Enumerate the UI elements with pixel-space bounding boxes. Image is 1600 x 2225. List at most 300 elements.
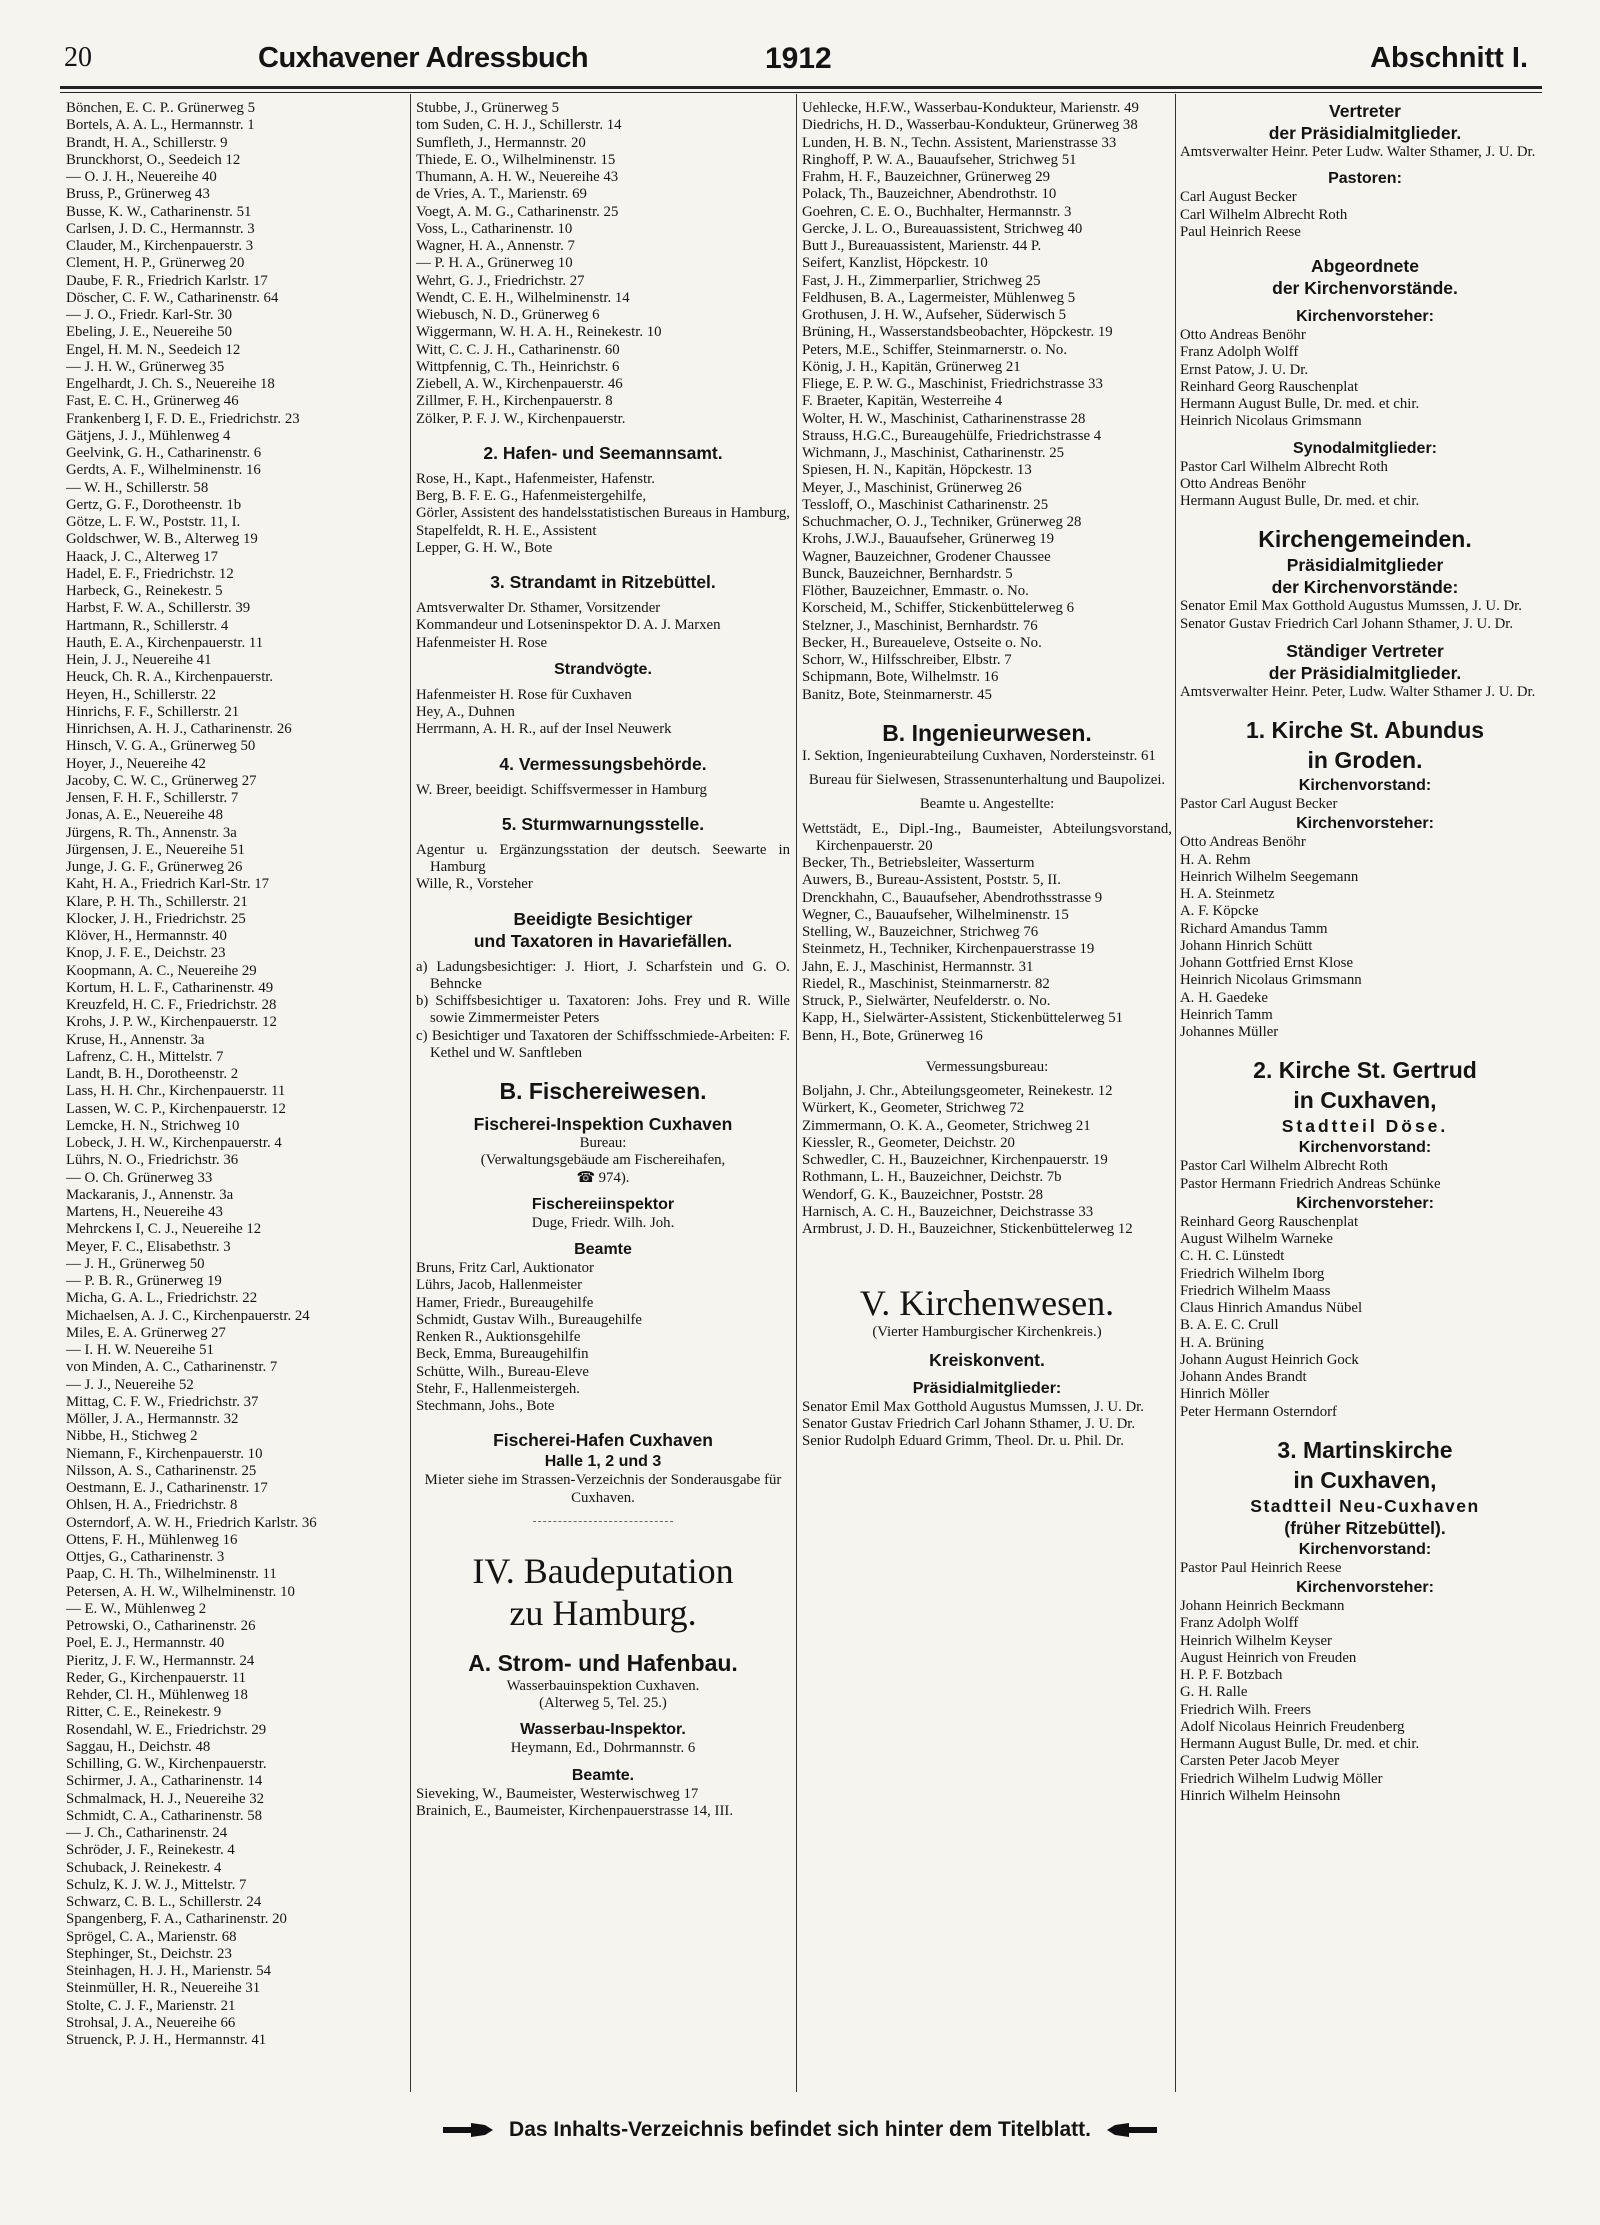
list-item: Pastor Carl August Becker: [1180, 796, 1338, 812]
list-item: Harnisch, A. C. H., Bauzeichner, Deichstrasse 33: [802, 1203, 1094, 1220]
list-item: Heinrich Wilhelm Seegemann: [1180, 868, 1359, 885]
list-item: Uehlecke, H.F.W., Wasserbau-Kondukteur, Marienstr. 49: [802, 100, 1139, 116]
list-item: (Verwaltungsgebäude am Fischereihafen,: [480, 1152, 726, 1169]
list-item: Heuck, Ch. R. A., Kirchenpauerstr.: [66, 669, 274, 686]
district-label: (früher Ritzebüttel).: [1284, 1517, 1446, 1538]
subsection-heading: Fischerei-Inspektion Cuxhaven: [473, 1114, 733, 1134]
pointing-hand-icon: [441, 2119, 495, 2141]
list-item: H. P. F. Botzbach: [1180, 1667, 1283, 1683]
list-item: Senator Gustav Friedrich Carl Johann Sthamer, J. U. Dr.: [1180, 615, 1514, 632]
section-heading: Kirchengemeinden.: [1258, 526, 1472, 553]
subsection-heading: Kirchenvorsteher:: [1296, 1579, 1434, 1596]
list-item: Stubbe, J., Grünerweg 5: [416, 100, 560, 116]
list-item: Bortels, A. A. L., Hermannstr. 1: [66, 117, 255, 134]
list-item: Franz Adolph Wolff: [1180, 344, 1299, 361]
list-item: Koopmann, A. C., Neuereihe 29: [66, 962, 257, 979]
list-item: Becker, H., Bureaueleve, Ostseite o. No.: [802, 634, 1042, 651]
list-item: — O. J. H., Neuereihe 40: [66, 169, 217, 185]
list-item: Johann Andes Brandt: [1180, 1369, 1307, 1385]
list-item: Stelling, W., Bauzeichner, Strichweg 76: [802, 924, 1039, 940]
header-rule-thin: [60, 92, 1542, 93]
list-item: Armbrust, J. D. H., Bauzeichner, Stickenbüttelerweg 12: [802, 1221, 1133, 1237]
list-item: Gätjens, J. J., Mühlenweg 4: [66, 427, 231, 444]
list-item: Friedrich Wilhelm Iborg: [1180, 1265, 1325, 1282]
list-item: Johannes Müller: [1180, 1024, 1279, 1040]
list-item: Sumfleth, J., Hermannstr. 20: [416, 134, 586, 151]
list-item: Voss, L., Catharinenstr. 10: [416, 220, 573, 237]
list-item: Butt J., Bureauassistent, Marienstr. 44 P.: [802, 238, 1042, 254]
section-label: Abschnitt I.: [1370, 42, 1528, 74]
subsection-heading: Präsidialmitglieder:: [912, 1379, 1062, 1397]
section-heading: 5. Sturmwarnungsstelle.: [501, 813, 705, 834]
subsection-heading: Beamte: [574, 1241, 632, 1258]
list-item: Fast, E. C. H., Grünerweg 46: [66, 393, 239, 410]
list-item: Witt, C. C. J. H., Catharinenstr. 60: [416, 341, 620, 358]
section-heading: der Kirchenvorstände:: [1271, 577, 1459, 598]
list-item: Stelzner, J., Maschinist, Bernhardstr. 76: [802, 617, 1038, 634]
list-item: Flöther, Bauzeichner, Emmastr. o. No.: [802, 583, 1029, 599]
list-item: Riedel, R., Maschinist, Steinmarnerstr. 82: [802, 975, 1050, 992]
list-item: de Vries, A. T., Marienstr. 69: [416, 186, 587, 203]
list-item: Wendorf, G. K., Bauzeichner, Poststr. 28: [802, 1186, 1044, 1203]
list-item: I. Sektion, Ingenieurabteilung Cuxhaven, Nordersteinstr. 61: [802, 747, 1156, 764]
list-item: Claus Hinrich Amandus Nübel: [1180, 1300, 1363, 1316]
list-item: Hermann August Bulle, Dr. med. et chir.: [1180, 493, 1420, 509]
list-item: Bruns, Fritz Carl, Auktionator: [416, 1260, 594, 1276]
subsection-heading: Vermessungsbureau:: [925, 1058, 1049, 1075]
list-item: Pieritz, J. F. W., Hermannstr. 24: [66, 1652, 255, 1669]
list-item: Schmalmack, H. J., Neuereihe 32: [66, 1790, 265, 1807]
list-item: Hinrichs, F. F., Schillerstr. 21: [66, 703, 240, 720]
subsection-heading: Kirchenvorstand:: [1298, 1139, 1432, 1157]
list-item: Hadel, E. F., Friedrichstr. 12: [66, 565, 234, 582]
book-title: Cuxhavener Adressbuch: [258, 42, 589, 74]
list-item: Strauss, H.G.C., Bureaugehülfe, Friedrichstrasse 4: [802, 427, 1102, 444]
list-item: Lepper, G. H. W., Bote: [416, 539, 553, 556]
list-item: Schmidt, Gustav Wilh., Bureaugehilfe: [416, 1311, 642, 1328]
district-label: Stadtteil Neu-Cuxhaven: [1250, 1495, 1480, 1516]
list-item: Kaht, H. A., Friedrich Karl-Str. 17: [66, 876, 270, 893]
column-1: [66, 100, 404, 2100]
column-4: [1180, 100, 1550, 2100]
column-3: [802, 100, 1172, 2100]
list-item: — W. H., Schillerstr. 58: [66, 479, 209, 496]
list-item: Jürgens, R. Th., Annenstr. 3a: [66, 824, 237, 841]
list-item: Stephinger, St., Deichstr. 23: [66, 1945, 232, 1962]
section-heading: der Präsidialmitglieder.: [1268, 123, 1462, 143]
subsection-heading: Kirchenvorsteher:: [1296, 815, 1434, 833]
list-item: Martens, H., Neuereihe 43: [66, 1204, 223, 1220]
list-item: Peters, M.E., Schiffer, Steinmarnerstr. o. No.: [802, 341, 1068, 358]
list-item: Stechmann, Johs., Bote: [416, 1398, 555, 1414]
list-item: Friedrich Wilhelm Ludwig Möller: [1180, 1770, 1383, 1787]
list-item: Michaelsen, A. J. C., Kirchenpauerstr. 24: [66, 1307, 310, 1324]
church-title: in Groden.: [1307, 747, 1423, 773]
list-item: Rosendahl, W. E., Friedrichstr. 29: [66, 1721, 267, 1738]
list-item: Ringhoff, P. W. A., Bauaufseher, Strichweg 51: [802, 151, 1077, 168]
subsection-heading: Fischereiinspektor: [531, 1195, 675, 1213]
list-item: Hermann August Bulle, Dr. med. et chir.: [1180, 396, 1420, 412]
list-item: Wiebusch, N. D., Grünerweg 6: [416, 307, 600, 323]
list-item: Krohs, J. P. W., Kirchenpauerstr. 12: [66, 1014, 277, 1031]
list-item: Zimmermann, O. K. A., Geometer, Strichweg 21: [802, 1117, 1091, 1134]
section-heading: Beeidigte Besichtiger: [513, 908, 693, 929]
list-item: Heinrich Wilhelm Keyser: [1180, 1632, 1332, 1649]
pointing-hand-icon: [1105, 2119, 1159, 2141]
list-item: Hafenmeister H. Rose: [416, 634, 548, 651]
bureau-line: Bureau für Sielwesen, Strassenunterhaltung und Baupolizei.: [808, 772, 1166, 788]
list-item: Ritter, C. E., Reinekestr. 9: [66, 1704, 222, 1721]
list-item: Miles, E. A. Grünerweg 27: [66, 1324, 226, 1341]
list-item: Wagner, Bauzeichner, Grodener Chaussee: [802, 548, 1051, 565]
section-heading: 3. Strandamt in Ritzebüttel.: [490, 572, 716, 592]
list-item: Schulz, K. J. W. J., Mittelstr. 7: [66, 1876, 247, 1893]
list-item: Benn, H., Bote, Grünerweg 16: [802, 1027, 983, 1044]
list-item: Götze, L. F. W., Poststr. 11, I.: [66, 514, 241, 530]
list-item: von Minden, A. C., Catharinenstr. 7: [66, 1359, 278, 1376]
list-item: Thiede, E. O., Wilhelminenstr. 15: [416, 151, 616, 168]
subsection-heading: Synodalmitglieder:: [1292, 439, 1438, 457]
list-item: Meyer, J., Maschinist, Grünerweg 26: [802, 479, 1022, 496]
list-item: Brunckhorst, O., Seedeich 12: [66, 151, 241, 168]
list-item: Lafrenz, C. H., Mittelstr. 7: [66, 1048, 224, 1065]
list-item: F. Braeter, Kapitän, Westerreihe 4: [802, 393, 1003, 410]
list-item: H. A. Rehm: [1180, 851, 1251, 868]
list-item: Johann Heinrich Beckmann: [1180, 1598, 1345, 1614]
section-heading: Vertreter: [1329, 101, 1401, 121]
column-divider: [410, 94, 411, 2092]
list-item: Brainich, E., Baumeister, Kirchenpauerstrasse 14, III.: [416, 1802, 734, 1819]
list-item: A. F. Köpcke: [1180, 903, 1259, 920]
list-item: — J. H., Grünerweg 50: [66, 1255, 205, 1272]
list-item: Osterndorf, A. W. H., Friedrich Karlstr. 36: [66, 1514, 317, 1531]
list-item: Amtsverwalter Heinr. Peter, Ludw. Walter Sthamer J. U. Dr.: [1180, 683, 1536, 700]
list-item: Franz Adolph Wolff: [1180, 1615, 1299, 1632]
list-item: Paul Heinrich Reese: [1180, 223, 1301, 240]
list-item: Schilling, G. W., Kirchenpauerstr.: [66, 1756, 267, 1772]
subsection-heading: Strandvögte.: [554, 660, 652, 678]
list-item: Paap, C. H. Th., Wilhelminenstr. 11: [66, 1566, 277, 1583]
list-item: Hey, A., Duhnen: [416, 704, 515, 720]
list-item: C. H. C. Lünstedt: [1180, 1248, 1285, 1265]
list-item: Möller, J. A., Hermannstr. 32: [66, 1411, 239, 1427]
church-title: 2. Kirche St. Gertrud: [1253, 1057, 1477, 1084]
column-2: [416, 100, 790, 2100]
list-item: Geelvink, G. H., Catharinenstr. 6: [66, 445, 262, 461]
list-item: G. H. Ralle: [1180, 1684, 1248, 1701]
list-item: Boljahn, J. Chr., Abteilungsgeometer, Reinekestr. 12: [802, 1083, 1113, 1099]
list-item: Senator Emil Max Gotthold Augustus Mumssen, J. U. Dr.: [1180, 598, 1522, 615]
list-item: — J. O., Friedr. Karl-Str. 30: [66, 307, 233, 323]
list-item: — P. B. R., Grünerweg 19: [66, 1273, 222, 1289]
church-title: 3. Martinskirche: [1277, 1436, 1453, 1463]
list-item: Pastor Hermann Friedrich Andreas Schünke: [1180, 1175, 1441, 1192]
list-item: Spiesen, H. N., Kapitän, Höpckestr. 13: [802, 462, 1032, 479]
list-item: Lobeck, J. H. W., Kirchenpauerstr. 4: [66, 1135, 282, 1151]
list-item: Steinmetz, H., Techniker, Kirchenpauerstrasse 19: [802, 941, 1095, 958]
list-item: Amtsverwalter Dr. Sthamer, Vorsitzender: [416, 600, 661, 616]
list-item: Reder, G., Kirchenpauerstr. 11: [66, 1669, 247, 1686]
list-item: Diedrichs, H. D., Wasserbau-Kondukteur, Grünerweg 38: [802, 117, 1138, 134]
list-item: Lemcke, H. N., Strichweg 10: [66, 1117, 240, 1134]
list-item: Krohs, J.W.J., Bauaufseher, Grünerweg 19: [802, 531, 1054, 548]
list-item: Wasserbauinspektion Cuxhaven.: [506, 1677, 700, 1694]
list-item: Brüning, H., Wasserstandsbeobachter, Höpckestr. 19: [802, 324, 1113, 341]
column-divider: [796, 94, 797, 2092]
list-item: c) Besichtiger und Taxatoren der Schiffsschmiede-Arbeiten: F. Kethel und W. Sanftleben: [416, 1027, 790, 1061]
chapter-title: zu Hamburg.: [509, 1592, 697, 1633]
list-item: ☎ 974).: [576, 1169, 630, 1186]
list-item: Hoyer, J., Neuereihe 42: [66, 755, 206, 772]
list-item: Struenck, P. J. H., Hermannstr. 41: [66, 2032, 267, 2048]
list-item: Petersen, A. H. W., Wilhelminenstr. 10: [66, 1583, 295, 1600]
list-item: Harbst, F. W. A., Schillerstr. 39: [66, 600, 251, 617]
list-item: Adolf Nicolaus Heinrich Freudenberg: [1180, 1718, 1405, 1735]
list-item: Wagner, H. A., Annenstr. 7: [416, 238, 575, 254]
list-item: Stapelfeldt, R. H. E., Assistent: [416, 522, 597, 539]
list-item: Hafenmeister H. Rose für Cuxhaven: [416, 686, 632, 703]
list-item: Wegner, C., Bauaufseher, Wilhelminenstr. 15: [802, 906, 1069, 923]
list-item: Carsten Peter Jacob Meyer: [1180, 1753, 1340, 1770]
list-item: Petrowski, O., Catharinenstr. 26: [66, 1618, 256, 1634]
footer-note: [60, 2118, 1540, 2158]
list-item: Zölker, P. F. J. W., Kirchenpauerstr.: [416, 410, 626, 427]
list-item: Görler, Assistent des handelsstatistischen Bureaus in Hamburg,: [416, 505, 790, 522]
list-item: Rehder, Cl. H., Mühlenweg 18: [66, 1687, 248, 1703]
list-item: Hinrich Möller: [1180, 1386, 1270, 1403]
list-item: Sieveking, W., Baumeister, Westerwischweg 17: [416, 1785, 699, 1802]
list-item: Carlsen, J. D. C., Hermannstr. 3: [66, 220, 255, 237]
list-item: Clement, H. P., Grünerweg 20: [66, 255, 245, 272]
list-item: Clauder, M., Kirchenpauerstr. 3: [66, 238, 254, 254]
list-item: Rose, H., Kapt., Hafenmeister, Hafenstr.: [416, 470, 655, 487]
list-item: — J. Ch., Catharinenstr. 24: [66, 1825, 228, 1841]
list-item: Engelhardt, J. Ch. S., Neuereihe 18: [66, 376, 275, 392]
list-item: Steinmüller, H. R., Neuereihe 31: [66, 1980, 261, 1997]
list-item: Johann August Heinrich Gock: [1180, 1351, 1359, 1368]
inspector-name: Heymann, Ed., Dohrmannstr. 6: [510, 1740, 696, 1757]
list-item: Wettstädt, E., Dipl.-Ing., Baumeister, Abteilungsvorstand, Kirchenpauerstr. 20: [802, 820, 1172, 854]
district-label: Stadtteil Döse.: [1281, 1116, 1449, 1137]
list-item: Daube, F. R., Friedrich Karlstr. 17: [66, 272, 268, 289]
year: 1912: [765, 42, 832, 75]
list-item: Döscher, C. F. W., Catharinenstr. 64: [66, 289, 279, 306]
list-item: Poel, E. J., Hermannstr. 40: [66, 1635, 225, 1652]
list-item: Johann Hinrich Schütt: [1180, 937, 1313, 954]
section-heading: Fischerei-Hafen Cuxhaven: [493, 1430, 713, 1451]
list-item: Brandt, H. A., Schillerstr. 9: [66, 134, 228, 151]
section-heading: und Taxatoren in Havariefällen.: [473, 930, 733, 951]
section-heading: 2. Hafen- und Seemannsamt.: [483, 442, 723, 463]
list-item: Senator Emil Max Gotthold Augustus Mumssen, J. U. Dr.: [802, 1398, 1144, 1415]
church-title: in Cuxhaven,: [1293, 1466, 1437, 1493]
list-item: Pastor Carl Wilhelm Albrecht Roth: [1180, 1158, 1388, 1175]
list-item: H. A. Brüning: [1180, 1334, 1264, 1351]
list-item: Becker, Th., Betriebsleiter, Wasserturm: [802, 855, 1035, 871]
inspector-name: Duge, Friedr. Wilh. Joh.: [531, 1214, 675, 1231]
list-item: Steinhagen, H. J. H., Marienstr. 54: [66, 1963, 272, 1979]
list-item: Struck, P., Sielwärter, Neufelderstr. o. No.: [802, 993, 1051, 1009]
list-item: Lunden, H. B. N., Techn. Assistent, Marienstrasse 33: [802, 134, 1117, 151]
list-item: Kortum, H. L. F., Catharinenstr. 49: [66, 979, 274, 996]
list-item: Otto Andreas Benöhr: [1180, 475, 1306, 492]
list-item: Auwers, B., Bureau-Assistent, Poststr. 5, II.: [802, 872, 1061, 889]
chapter-subtitle: (Vierter Hamburgischer Kirchenkreis.): [872, 1324, 1102, 1341]
list-item: Frankenberg I, F. D. E., Friedrichstr. 23: [66, 410, 300, 427]
list-item: Ottens, F. H., Mühlenweg 16: [66, 1531, 238, 1548]
list-item: Jürgensen, J. E., Neuereihe 51: [66, 841, 245, 858]
list-item: Rothmann, L. H., Bauzeichner, Deichstr. 7b: [802, 1169, 1062, 1186]
list-item: Pastor Carl Wilhelm Albrecht Roth: [1180, 458, 1388, 475]
separator: [533, 1521, 673, 1522]
list-item: Mittag, C. F. W., Friedrichstr. 37: [66, 1393, 259, 1410]
column-divider: [1175, 94, 1176, 2092]
subsection-heading: Beamte.: [571, 1766, 635, 1784]
list-item: Stehr, F., Hallenmeistergeh.: [416, 1380, 580, 1397]
list-item: Gercke, J. L. O., Bureauassistent, Strichweg 40: [802, 220, 1083, 237]
list-item: Hauth, E. A., Kirchenpauerstr. 11: [66, 634, 264, 651]
list-item: Haack, J. C., Alterweg 17: [66, 548, 219, 565]
list-item: Ohlsen, H. A., Friedrichstr. 8: [66, 1497, 238, 1514]
list-item: B. A. E. C. Crull: [1180, 1317, 1279, 1334]
list-item: Lührs, Jacob, Hallenmeister: [416, 1277, 583, 1294]
list-item: Bunck, Bauzeichner, Bernhardstr. 5: [802, 565, 1013, 582]
list-item: Polack, Th., Bauzeichner, Abendrothstr. 10: [802, 186, 1057, 203]
list-item: Nilsson, A. S., Catharinenstr. 25: [66, 1462, 257, 1479]
list-item: Tessloff, O., Maschinist Catharinenstr. 25: [802, 496, 1049, 513]
list-item: Wolter, H. W., Maschinist, Catharinenstrasse 28: [802, 410, 1086, 427]
list-item: Knop, J. F. E., Deichstr. 23: [66, 945, 226, 962]
list-item: Klöver, H., Hermannstr. 40: [66, 928, 227, 944]
list-item: Wichmann, J., Maschinist, Catharinenstr. 25: [802, 445, 1065, 461]
section-heading: der Kirchenvorstände.: [1272, 278, 1458, 298]
list-item: Schirmer, J. A., Catharinenstr. 14: [66, 1773, 263, 1790]
list-item: Kreuzfeld, H. C. F., Friedrichstr. 28: [66, 997, 277, 1013]
list-item: Oestmann, E. J., Catharinenstr. 17: [66, 1480, 268, 1496]
list-item: Jonas, A. E., Neuereihe 48: [66, 807, 223, 824]
list-item: Frahm, H. F., Bauzeichner, Grünerweg 29: [802, 169, 1051, 185]
church-title: 1. Kirche St. Abundus: [1245, 717, 1485, 743]
list-item: Carl August Becker: [1180, 189, 1297, 206]
list-item: Nibbe, H., Stichweg 2: [66, 1428, 198, 1445]
list-item: König, J. H., Kapitän, Grünerweg 21: [802, 358, 1021, 375]
subsection-heading: Kirchenvorsteher:: [1296, 1194, 1434, 1212]
list-item: Drenckhahn, C., Bauaufseher, Abendrothsstrasse 9: [802, 889, 1103, 906]
list-item: Lassen, W. C. P., Kirchenpauerstr. 12: [66, 1100, 286, 1117]
list-item: Jensen, F. H. F., Schillerstr. 7: [66, 790, 239, 806]
list-item: Jahn, E. J., Maschinist, Hermannstr. 31: [802, 958, 1034, 975]
list-item: H. A. Steinmetz: [1180, 886, 1275, 902]
list-item: Engel, H. M. N., Seedeich 12: [66, 341, 241, 358]
list-item: Feldhusen, B. A., Lagermeister, Mühlenweg 5: [802, 289, 1076, 306]
list-item: Schipmann, Bote, Wilhelmstr. 16: [802, 669, 999, 686]
section-heading: der Präsidialmitglieder.: [1268, 662, 1462, 683]
list-item: — I. H. W. Neuereihe 51: [66, 1342, 214, 1358]
list-item: Ernst Patow, J. U. Dr.: [1180, 361, 1309, 378]
section-heading: Präsidialmitglieder: [1286, 555, 1444, 576]
list-item: Hartmann, R., Schillerstr. 4: [66, 617, 229, 634]
page-header: [60, 40, 1540, 86]
section-heading: Ständiger Vertreter: [1286, 640, 1444, 661]
chapter-title: V. Kirchenwesen.: [859, 1283, 1115, 1324]
list-item: Renken R., Auktionsgehilfe: [416, 1329, 581, 1345]
list-item: Schwedler, C. H., Bauzeichner, Kirchenpauerstr. 19: [802, 1152, 1108, 1168]
church-title: in Cuxhaven,: [1293, 1087, 1437, 1114]
list-item: Niemann, F., Kirchenpauerstr. 10: [66, 1445, 263, 1462]
list-item: Johann Gottfried Ernst Klose: [1180, 955, 1354, 971]
list-item: Micha, G. A. L., Friedrichstr. 22: [66, 1290, 258, 1307]
list-item: Spangenberg, F. A., Catharinenstr. 20: [66, 1911, 287, 1928]
list-item: Beck, Emma, Bureaugehilfin: [416, 1346, 589, 1363]
section-heading: B. Fischereiwesen.: [499, 1078, 707, 1104]
list-item: Herrmann, A. H. R., auf der Insel Neuwerk: [416, 721, 672, 738]
list-item: Zillmer, F. H., Kirchenpauerstr. 8: [416, 393, 613, 410]
list-item: Wiggermann, W. H. A. H., Reinekestr. 10: [416, 324, 662, 341]
list-item: Sprögel, C. A., Marienstr. 68: [66, 1928, 237, 1945]
list-item: Wille, R., Vorsteher: [416, 876, 533, 893]
subsection-heading: Kirchenvorstand:: [1298, 1540, 1432, 1558]
page-number: 20: [64, 42, 92, 73]
list-item: Ottjes, G., Catharinenstr. 3: [66, 1549, 225, 1565]
list-item: Schorr, W., Hilfsschreiber, Elbstr. 7: [802, 652, 1012, 668]
list-item: Bönchen, E. C. P.. Grünerweg 5: [66, 100, 256, 116]
list-item: Busse, K. W., Catharinenstr. 51: [66, 203, 252, 220]
section-heading: 4. Vermessungsbehörde.: [499, 753, 707, 774]
list-item: Wittpfennig, C. Th., Heinrichstr. 6: [416, 358, 620, 375]
list-item: Thumann, A. H. W., Neuereihe 43: [416, 169, 619, 185]
list-item: — E. W., Mühlenweg 2: [66, 1600, 207, 1617]
section-heading: Kreiskonvent.: [929, 1349, 1045, 1370]
list-item: Würkert, K., Geometer, Strichweg 72: [802, 1100, 1025, 1117]
list-item: August Wilhelm Warneke: [1180, 1231, 1334, 1247]
list-item: Schuback, J. Reinekestr. 4: [66, 1859, 222, 1876]
list-item: Schütte, Wilh., Bureau-Eleve: [416, 1363, 589, 1380]
list-item: Goehren, C. E. O., Buchhalter, Hermannstr. 3: [802, 203, 1072, 220]
list-item: Amtsverwalter Heinr. Peter Ludw. Walter Sthamer, J. U. Dr.: [1180, 144, 1536, 160]
list-item: a) Ladungsbesichtiger: J. Hiort, J. Scharfstein und G. O. Behncke: [416, 958, 790, 992]
list-item: Stolte, C. J. F., Marienstr. 21: [66, 1997, 236, 2014]
list-item: Gerdts, A. F., Wilhelminenstr. 16: [66, 462, 261, 479]
list-item: Heinrich Nicolaus Grimsmann: [1180, 972, 1362, 989]
list-item: Bruss, P., Grünerweg 43: [66, 186, 210, 203]
list-item: Wehrt, G. J., Friedrichstr. 27: [416, 272, 585, 289]
header-rule: [60, 86, 1542, 89]
list-item: Bureau:: [579, 1135, 627, 1151]
list-item: Seifert, Kanzlist, Höpckestr. 10: [802, 255, 988, 272]
list-item: Hinsch, V. G. A., Grünerweg 50: [66, 738, 256, 755]
list-item: Senior Rudolph Eduard Grimm, Theol. Dr. u. Phil. Dr.: [802, 1433, 1124, 1449]
list-item: W. Breer, beeidigt. Schiffsvermesser in Hamburg: [416, 781, 707, 798]
list-item: Berg, B. F. E. G., Hafenmeistergehilfe,: [416, 488, 647, 504]
list-item: Hinrichsen, A. H. J., Catharinenstr. 26: [66, 721, 292, 737]
list-item: Saggau, H., Deichstr. 48: [66, 1738, 211, 1755]
chapter-title: IV. Baudeputation: [472, 1550, 734, 1591]
list-item: Wendt, C. E. H., Wilhelminenstr. 14: [416, 289, 630, 306]
list-item: Schwarz, C. B. L., Schillerstr. 24: [66, 1894, 262, 1910]
list-item: Fast, J. H., Zimmerparlier, Strichweg 25: [802, 272, 1041, 289]
list-item: Strohsal, J. A., Neuereihe 66: [66, 2014, 236, 2031]
list-item: Friedrich Wilhelm Maass: [1180, 1282, 1331, 1299]
list-item: Ebeling, J. E., Neuereihe 50: [66, 324, 233, 341]
list-item: Voegt, A. M. G., Catharinenstr. 25: [416, 203, 619, 220]
list-item: Klare, P. H. Th., Schillerstr. 21: [66, 893, 248, 910]
list-item: Pastor Paul Heinrich Reese: [1180, 1559, 1342, 1576]
list-item: Meyer, F. C., Elisabethstr. 3: [66, 1238, 231, 1255]
list-item: tom Suden, C. H. J., Schillerstr. 14: [416, 117, 622, 134]
tenant-note: Mieter siehe im Strassen-Verzeichnis der Sonderausgabe für Cuxhaven.: [424, 1472, 782, 1506]
list-item: (Alterweg 5, Tel. 25.): [539, 1695, 667, 1711]
subsection-heading: Wasserbau-Inspektor.: [520, 1721, 686, 1739]
